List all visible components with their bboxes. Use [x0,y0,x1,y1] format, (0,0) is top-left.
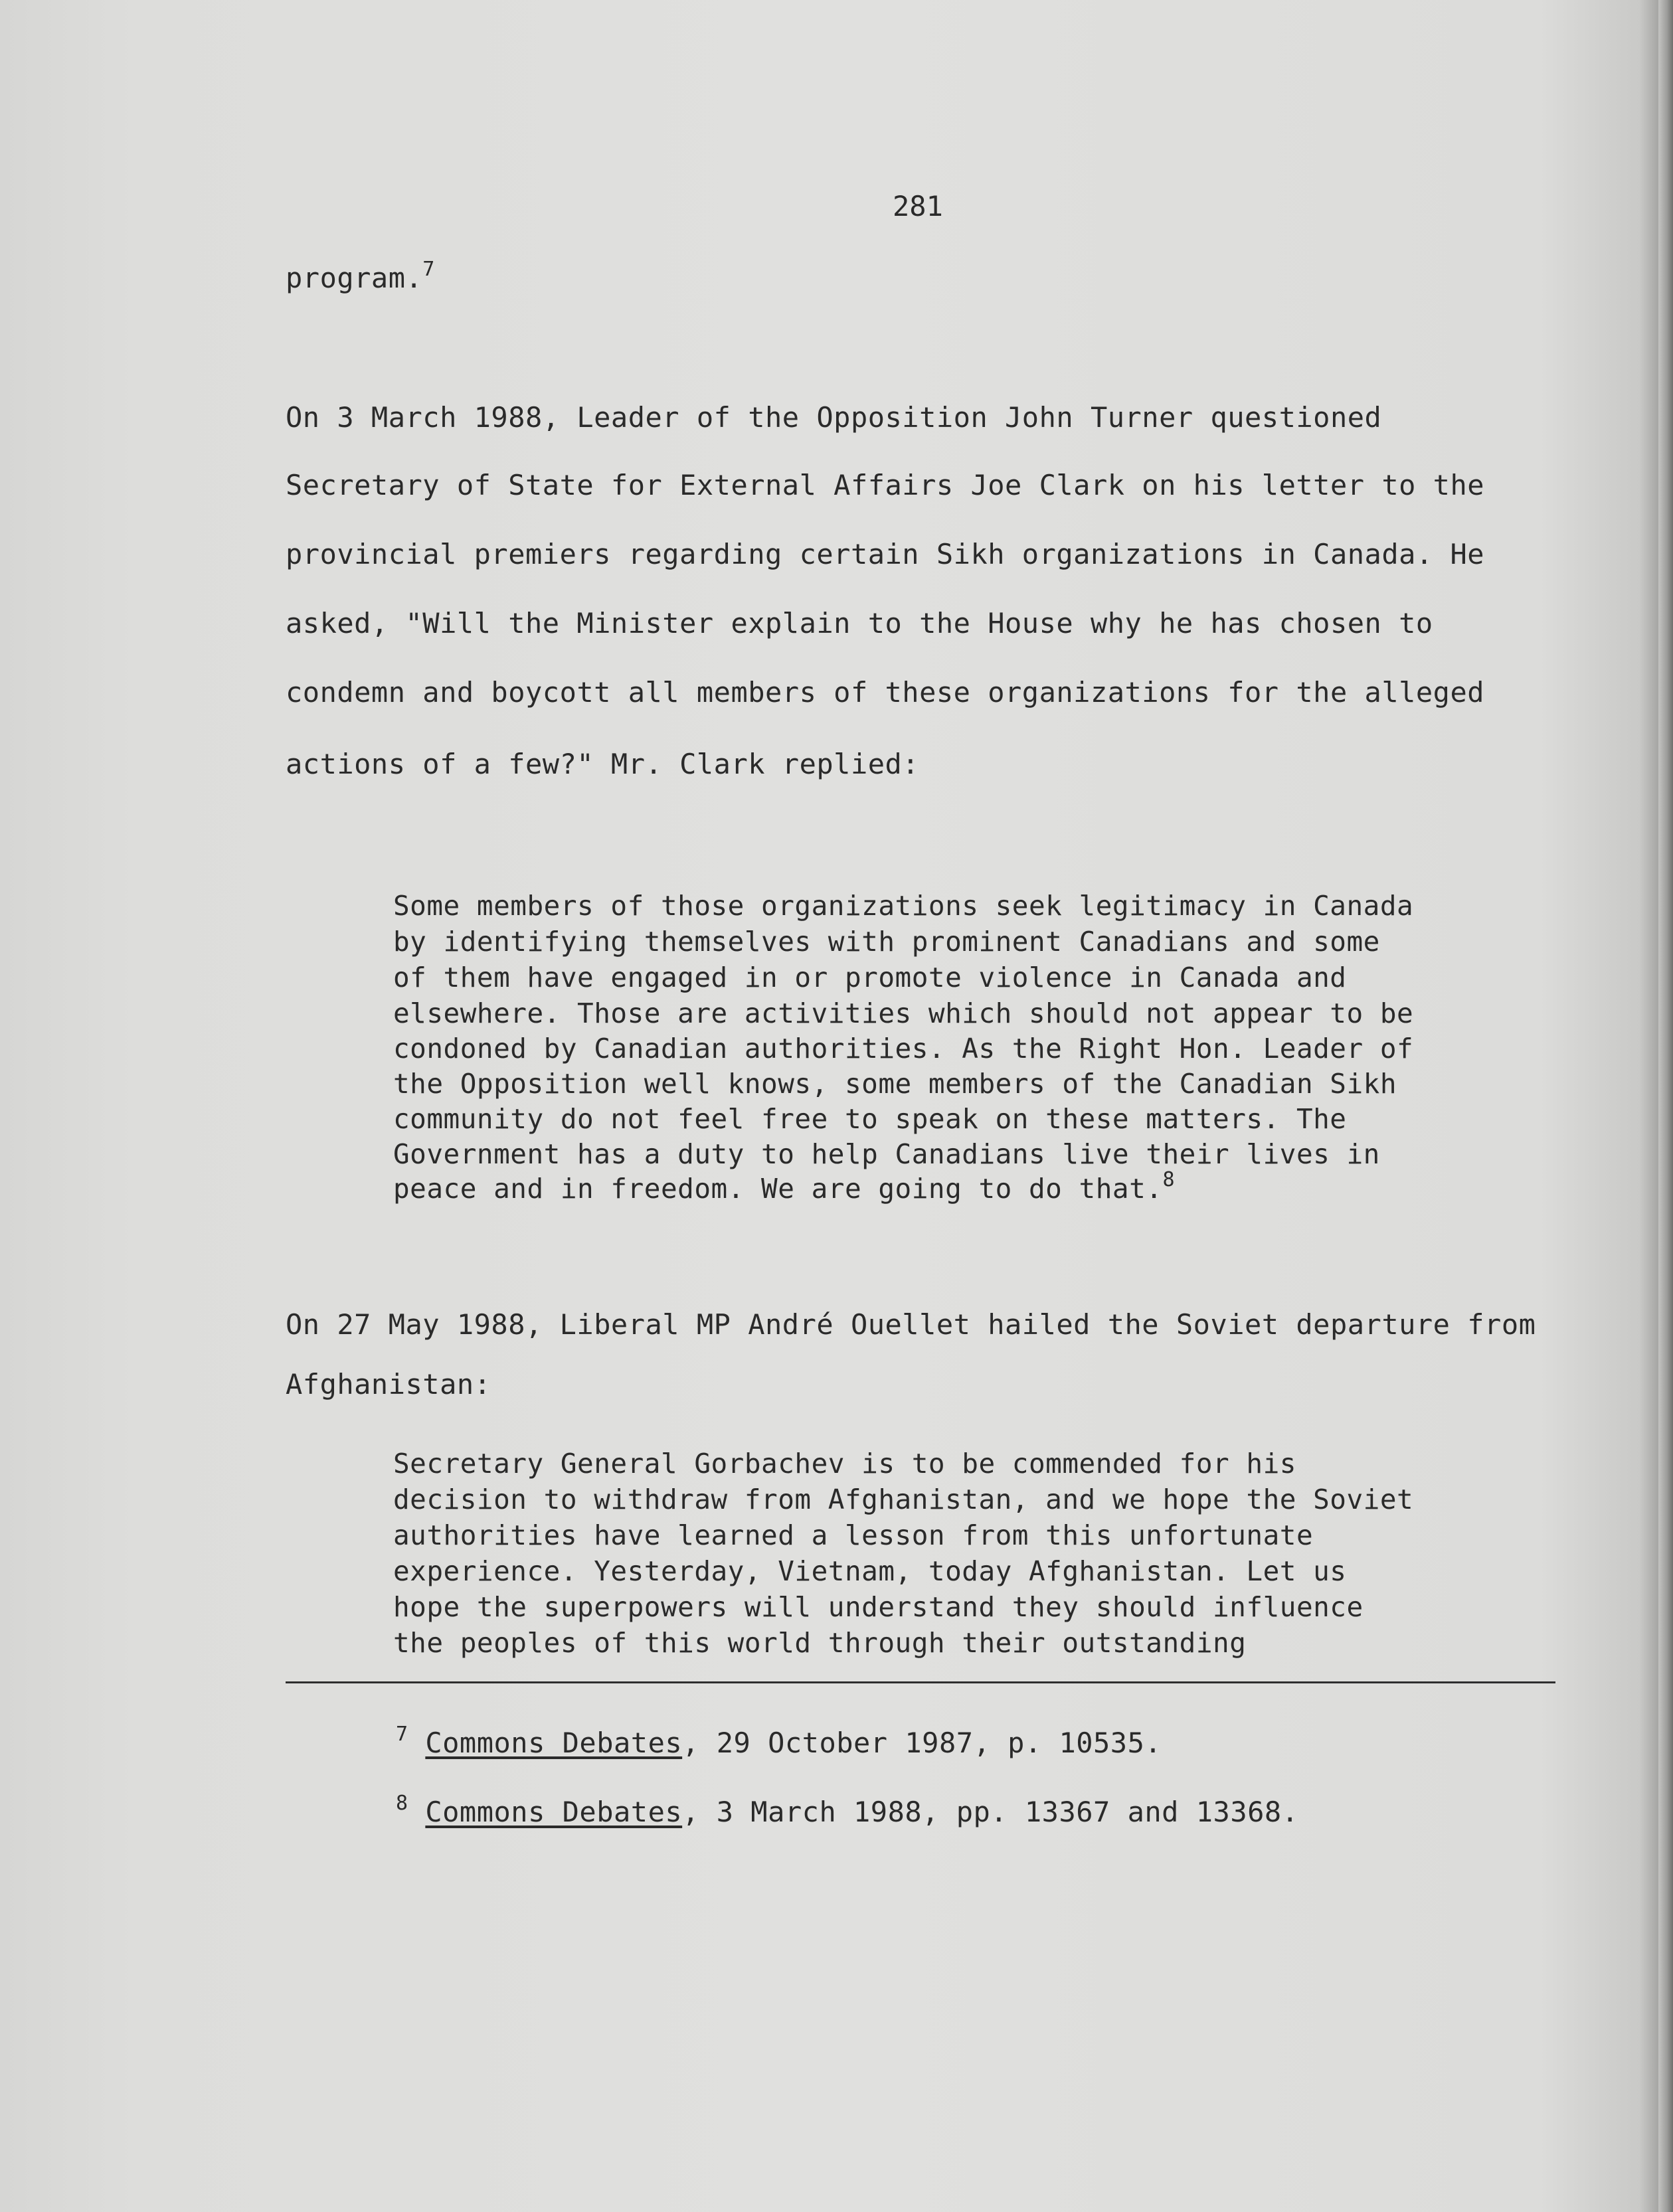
footnote-ref: 8 [1162,1168,1176,1191]
paragraph-fragment-text: program. [286,262,423,294]
paragraph-line: condemn and boycott all members of these organizations for the alleged [286,676,1485,709]
quote-line: experience. Yesterday, Vietnam, today Afghanistan. Let us [393,1555,1347,1587]
paragraph-line: Secretary of State for External Affairs Joe Clark on his letter to the [286,469,1485,501]
paragraph-line: actions of a few?" Mr. Clark replied: [286,748,920,780]
quote-line: hope the superpowers will understand they should influence [393,1591,1364,1623]
quote-line [393,1168,1176,1205]
footnote-divider [286,1681,1555,1683]
quote-line: Some members of those organizations seek legitimacy in Canada [393,890,1414,922]
paragraph-line: On 27 May 1988, Liberal MP André Ouellet hailed the Soviet departure from [286,1308,1536,1341]
footnote-mark: 8 [396,1792,408,1815]
quote-line: the peoples of this world through their outstanding [393,1627,1247,1659]
paragraph-line: Afghanistan: [286,1368,491,1401]
footnote-source: Commons Debates [425,1796,683,1828]
quote-line: Government has a duty to help Canadians live their lives in [393,1138,1380,1170]
quote-line: condoned by Canadian authorities. As the Right Hon. Leader of [393,1033,1414,1064]
quote-line: of them have engaged in or promote violence in Canada and [393,962,1347,993]
quote-line: by identifying themselves with prominent Canadians and some [393,926,1380,958]
footnote-mark: 7 [396,1723,408,1746]
footnote-detail: , 3 March 1988, pp. 13367 and 13368. [682,1796,1299,1828]
quote-line: authorities have learned a lesson from this unfortunate [393,1519,1314,1551]
footnote-7 [396,1723,1162,1759]
footnote-8 [396,1792,1299,1828]
footnote-source: Commons Debates [425,1727,683,1759]
paragraph-line: provincial premiers regarding certain Sikh organizations in Canada. He [286,538,1485,570]
quote-line: decision to withdraw from Afghanistan, and we hope the Soviet [393,1484,1414,1515]
paragraph-fragment [286,258,435,294]
quote-line: Secretary General Gorbachev is to be commended for his [393,1448,1296,1480]
paragraph-line: asked, "Will the Minister explain to the House why he has chosen to [286,607,1433,639]
footnote-detail: , 29 October 1987, p. 10535. [682,1727,1162,1759]
footnote-ref: 7 [422,258,435,281]
quote-line: elsewhere. Those are activities which should not appear to be [393,997,1414,1029]
page-number: 281 [893,190,943,222]
quote-line-text: peace and in freedom. We are going to do that. [393,1173,1163,1205]
paragraph-line: On 3 March 1988, Leader of the Opposition John Turner questioned [286,401,1382,434]
quote-line: community do not feel free to speak on these matters. The [393,1103,1347,1135]
page-edge-shadow [1658,0,1673,2212]
quote-line: the Opposition well knows, some members of the Canadian Sikh [393,1068,1397,1100]
